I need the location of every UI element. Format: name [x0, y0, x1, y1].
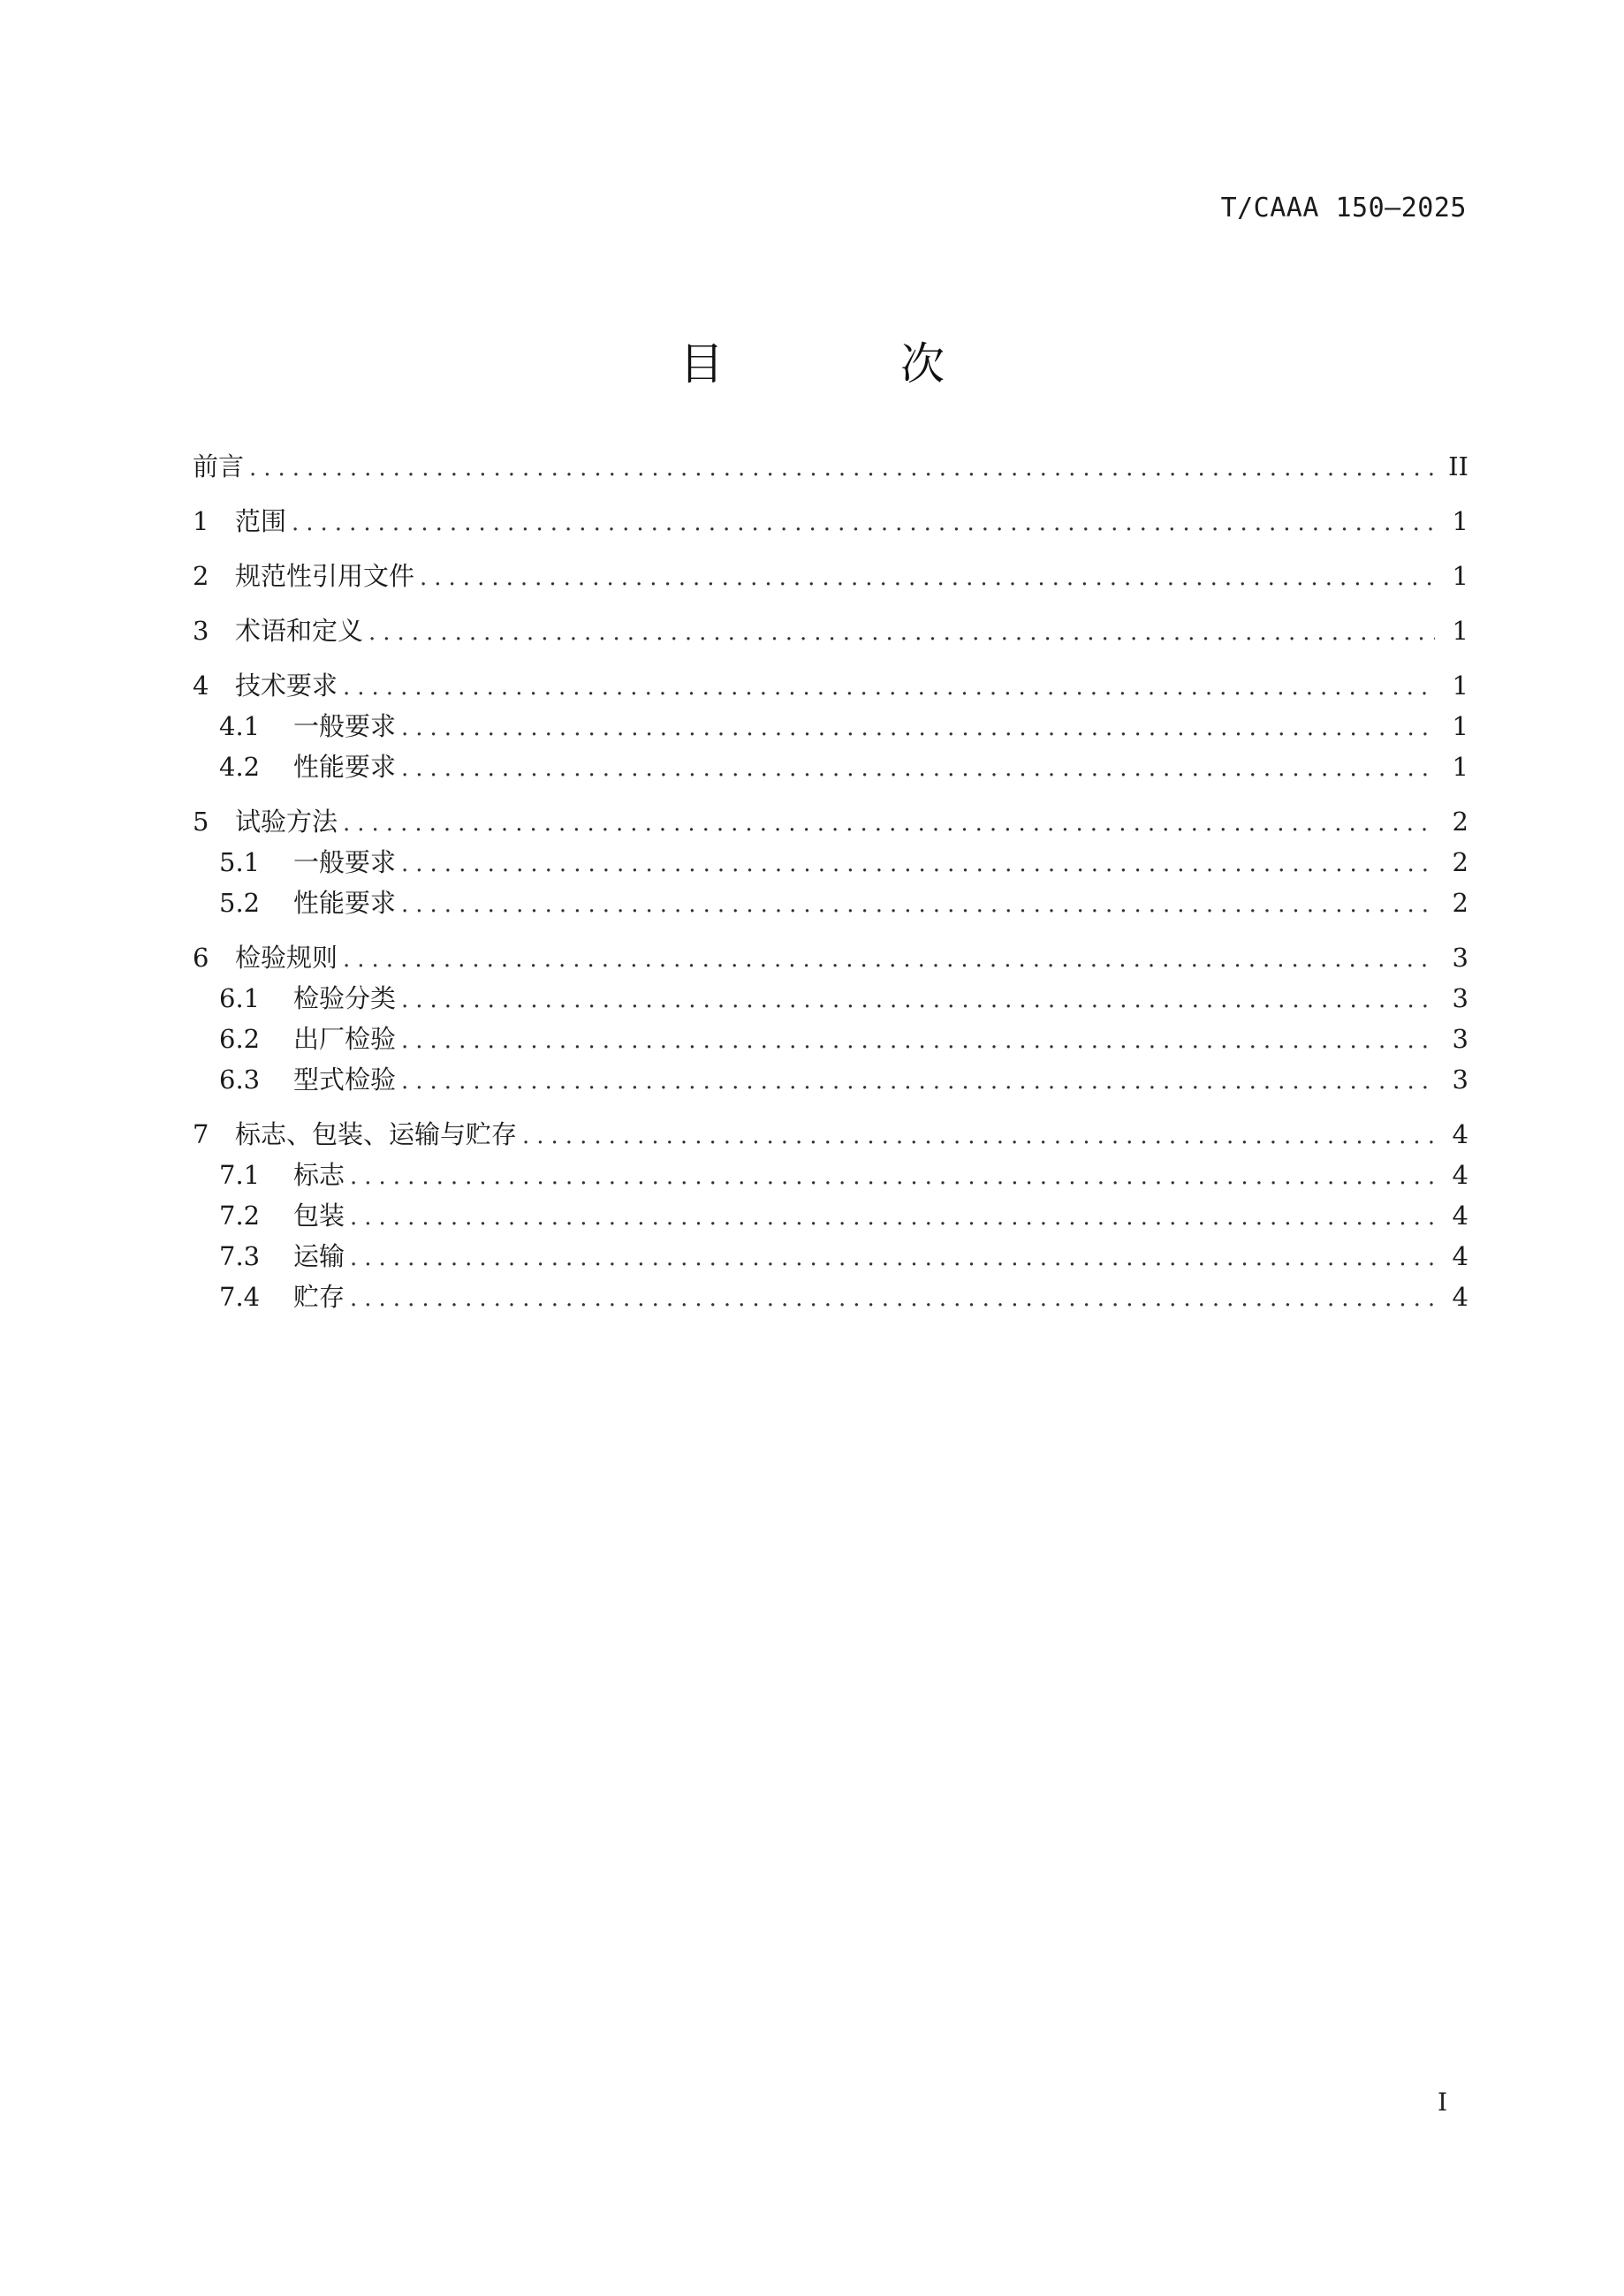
toc-entry-number: 7.1 — [219, 1160, 261, 1190]
toc-entry-number: 4.2 — [219, 752, 261, 782]
toc-leader-dots — [401, 844, 1435, 883]
toc-entry-page: 3 — [1452, 943, 1468, 973]
toc-entry-1[interactable] — [193, 501, 1468, 542]
toc-leader-dots — [420, 557, 1435, 596]
toc-entry-number: 3 — [193, 616, 209, 646]
toc-leader-dots — [401, 1061, 1435, 1100]
toc-entry-page: 1 — [1452, 506, 1468, 536]
toc-leader-dots — [522, 1116, 1435, 1155]
toc-entry-7[interactable] — [193, 1114, 1468, 1155]
toc-entry-label: 一般要求 — [293, 847, 397, 877]
toc-entry-foreword[interactable] — [193, 446, 1468, 487]
toc-entry-5[interactable] — [193, 801, 1468, 842]
toc-entry-page: 4 — [1452, 1241, 1468, 1271]
toc-entry-number: 4.1 — [219, 711, 261, 741]
toc-entry-7-1[interactable] — [193, 1155, 1468, 1195]
toc-leader-dots — [343, 667, 1435, 706]
toc-entry-page: 4 — [1452, 1119, 1468, 1149]
toc-entry-label: 术语和定义 — [235, 616, 364, 646]
toc-leader-dots — [401, 884, 1435, 923]
toc-leader-dots — [350, 1278, 1435, 1317]
toc-leader-dots — [401, 748, 1435, 787]
toc-entry-label: 检验规则 — [235, 943, 338, 973]
toc-entry-label: 范围 — [235, 506, 287, 536]
toc-entry-page: 4 — [1452, 1282, 1468, 1312]
toc-entry-number: 1 — [193, 506, 209, 536]
toc-entry-6[interactable] — [193, 937, 1468, 978]
toc-entry-7-3[interactable] — [193, 1236, 1468, 1277]
toc-entry-label: 性能要求 — [293, 752, 397, 782]
toc-leader-dots — [343, 803, 1435, 842]
toc-leader-dots — [350, 1197, 1435, 1236]
toc-entry-label: 试验方法 — [235, 807, 338, 837]
toc-entry-page: 1 — [1452, 561, 1468, 591]
toc-entry-4-1[interactable] — [193, 706, 1468, 746]
toc-entry-5-2[interactable] — [193, 883, 1468, 923]
toc-entry-label: 型式检验 — [293, 1065, 397, 1095]
toc-entry-number: 6.2 — [219, 1024, 261, 1054]
toc-entry-page: 4 — [1452, 1160, 1468, 1190]
toc-entry-4-2[interactable] — [193, 746, 1468, 787]
page-number: I — [1437, 2088, 1447, 2117]
toc-entry-page: 2 — [1452, 847, 1468, 877]
toc-entry-page: 2 — [1452, 888, 1468, 918]
toc-entry-label: 标志、包装、运输与贮存 — [235, 1119, 518, 1149]
toc-leader-dots — [249, 448, 1435, 487]
toc-entry-number: 5.1 — [219, 847, 261, 877]
toc-entry-page: 4 — [1452, 1201, 1468, 1231]
toc-entry-label: 性能要求 — [293, 888, 397, 918]
toc-entry-label: 包装 — [293, 1201, 345, 1231]
toc-entry-label: 贮存 — [293, 1282, 345, 1312]
toc-leader-dots — [350, 1156, 1435, 1195]
toc-leader-dots — [343, 939, 1435, 978]
toc-entry-number: 7.2 — [219, 1201, 261, 1231]
toc-entry-page: 3 — [1452, 1065, 1468, 1095]
toc-entry-page: 1 — [1452, 616, 1468, 646]
toc-entry-label: 规范性引用文件 — [235, 561, 415, 591]
toc-entry-number: 7 — [193, 1119, 209, 1149]
page-title: 目 次 — [679, 338, 1026, 390]
toc-leader-dots — [350, 1238, 1435, 1277]
toc-entry-number: 5.2 — [219, 888, 261, 918]
toc-leader-dots — [368, 612, 1435, 651]
toc-entry-page: 2 — [1452, 807, 1468, 837]
toc-entry-number: 6.3 — [219, 1065, 261, 1095]
toc-leader-dots — [401, 1020, 1435, 1059]
toc-entry-label: 技术要求 — [235, 671, 338, 701]
toc-entry-6-3[interactable] — [193, 1059, 1468, 1100]
toc-entry-label: 检验分类 — [293, 983, 397, 1013]
toc-entry-page: 3 — [1452, 983, 1468, 1013]
toc-entry-3[interactable] — [193, 610, 1468, 651]
toc-entry-label: 一般要求 — [293, 711, 397, 741]
toc-entry-number: 7.3 — [219, 1241, 261, 1271]
standard-code: T/CAAA 150—2025 — [1220, 193, 1467, 224]
toc-entry-number: 5 — [193, 807, 209, 837]
toc-entry-label: 出厂检验 — [293, 1024, 397, 1054]
toc-entry-label: 前言 — [193, 451, 245, 481]
toc-entry-number: 2 — [193, 561, 209, 591]
toc-entry-number: 4 — [193, 671, 209, 701]
toc-entry-4[interactable] — [193, 665, 1468, 706]
toc-entry-page: 1 — [1452, 752, 1468, 782]
toc-entry-number: 6.1 — [219, 983, 261, 1013]
table-of-contents — [193, 446, 1468, 1317]
toc-entry-5-1[interactable] — [193, 842, 1468, 883]
toc-entry-page: II — [1448, 451, 1468, 481]
toc-entry-number: 7.4 — [219, 1282, 261, 1312]
toc-entry-page: 1 — [1452, 671, 1468, 701]
toc-leader-dots — [401, 980, 1435, 1019]
toc-entry-label: 运输 — [293, 1241, 345, 1271]
toc-leader-dots — [401, 708, 1435, 746]
toc-entry-number: 6 — [193, 943, 209, 973]
toc-leader-dots — [292, 503, 1435, 542]
toc-entry-label: 标志 — [293, 1160, 345, 1190]
toc-entry-page: 1 — [1452, 711, 1468, 741]
toc-entry-page: 3 — [1452, 1024, 1468, 1054]
toc-entry-6-2[interactable] — [193, 1019, 1468, 1059]
toc-entry-7-4[interactable] — [193, 1277, 1468, 1317]
toc-entry-2[interactable] — [193, 556, 1468, 596]
toc-entry-6-1[interactable] — [193, 978, 1468, 1019]
toc-entry-7-2[interactable] — [193, 1195, 1468, 1236]
